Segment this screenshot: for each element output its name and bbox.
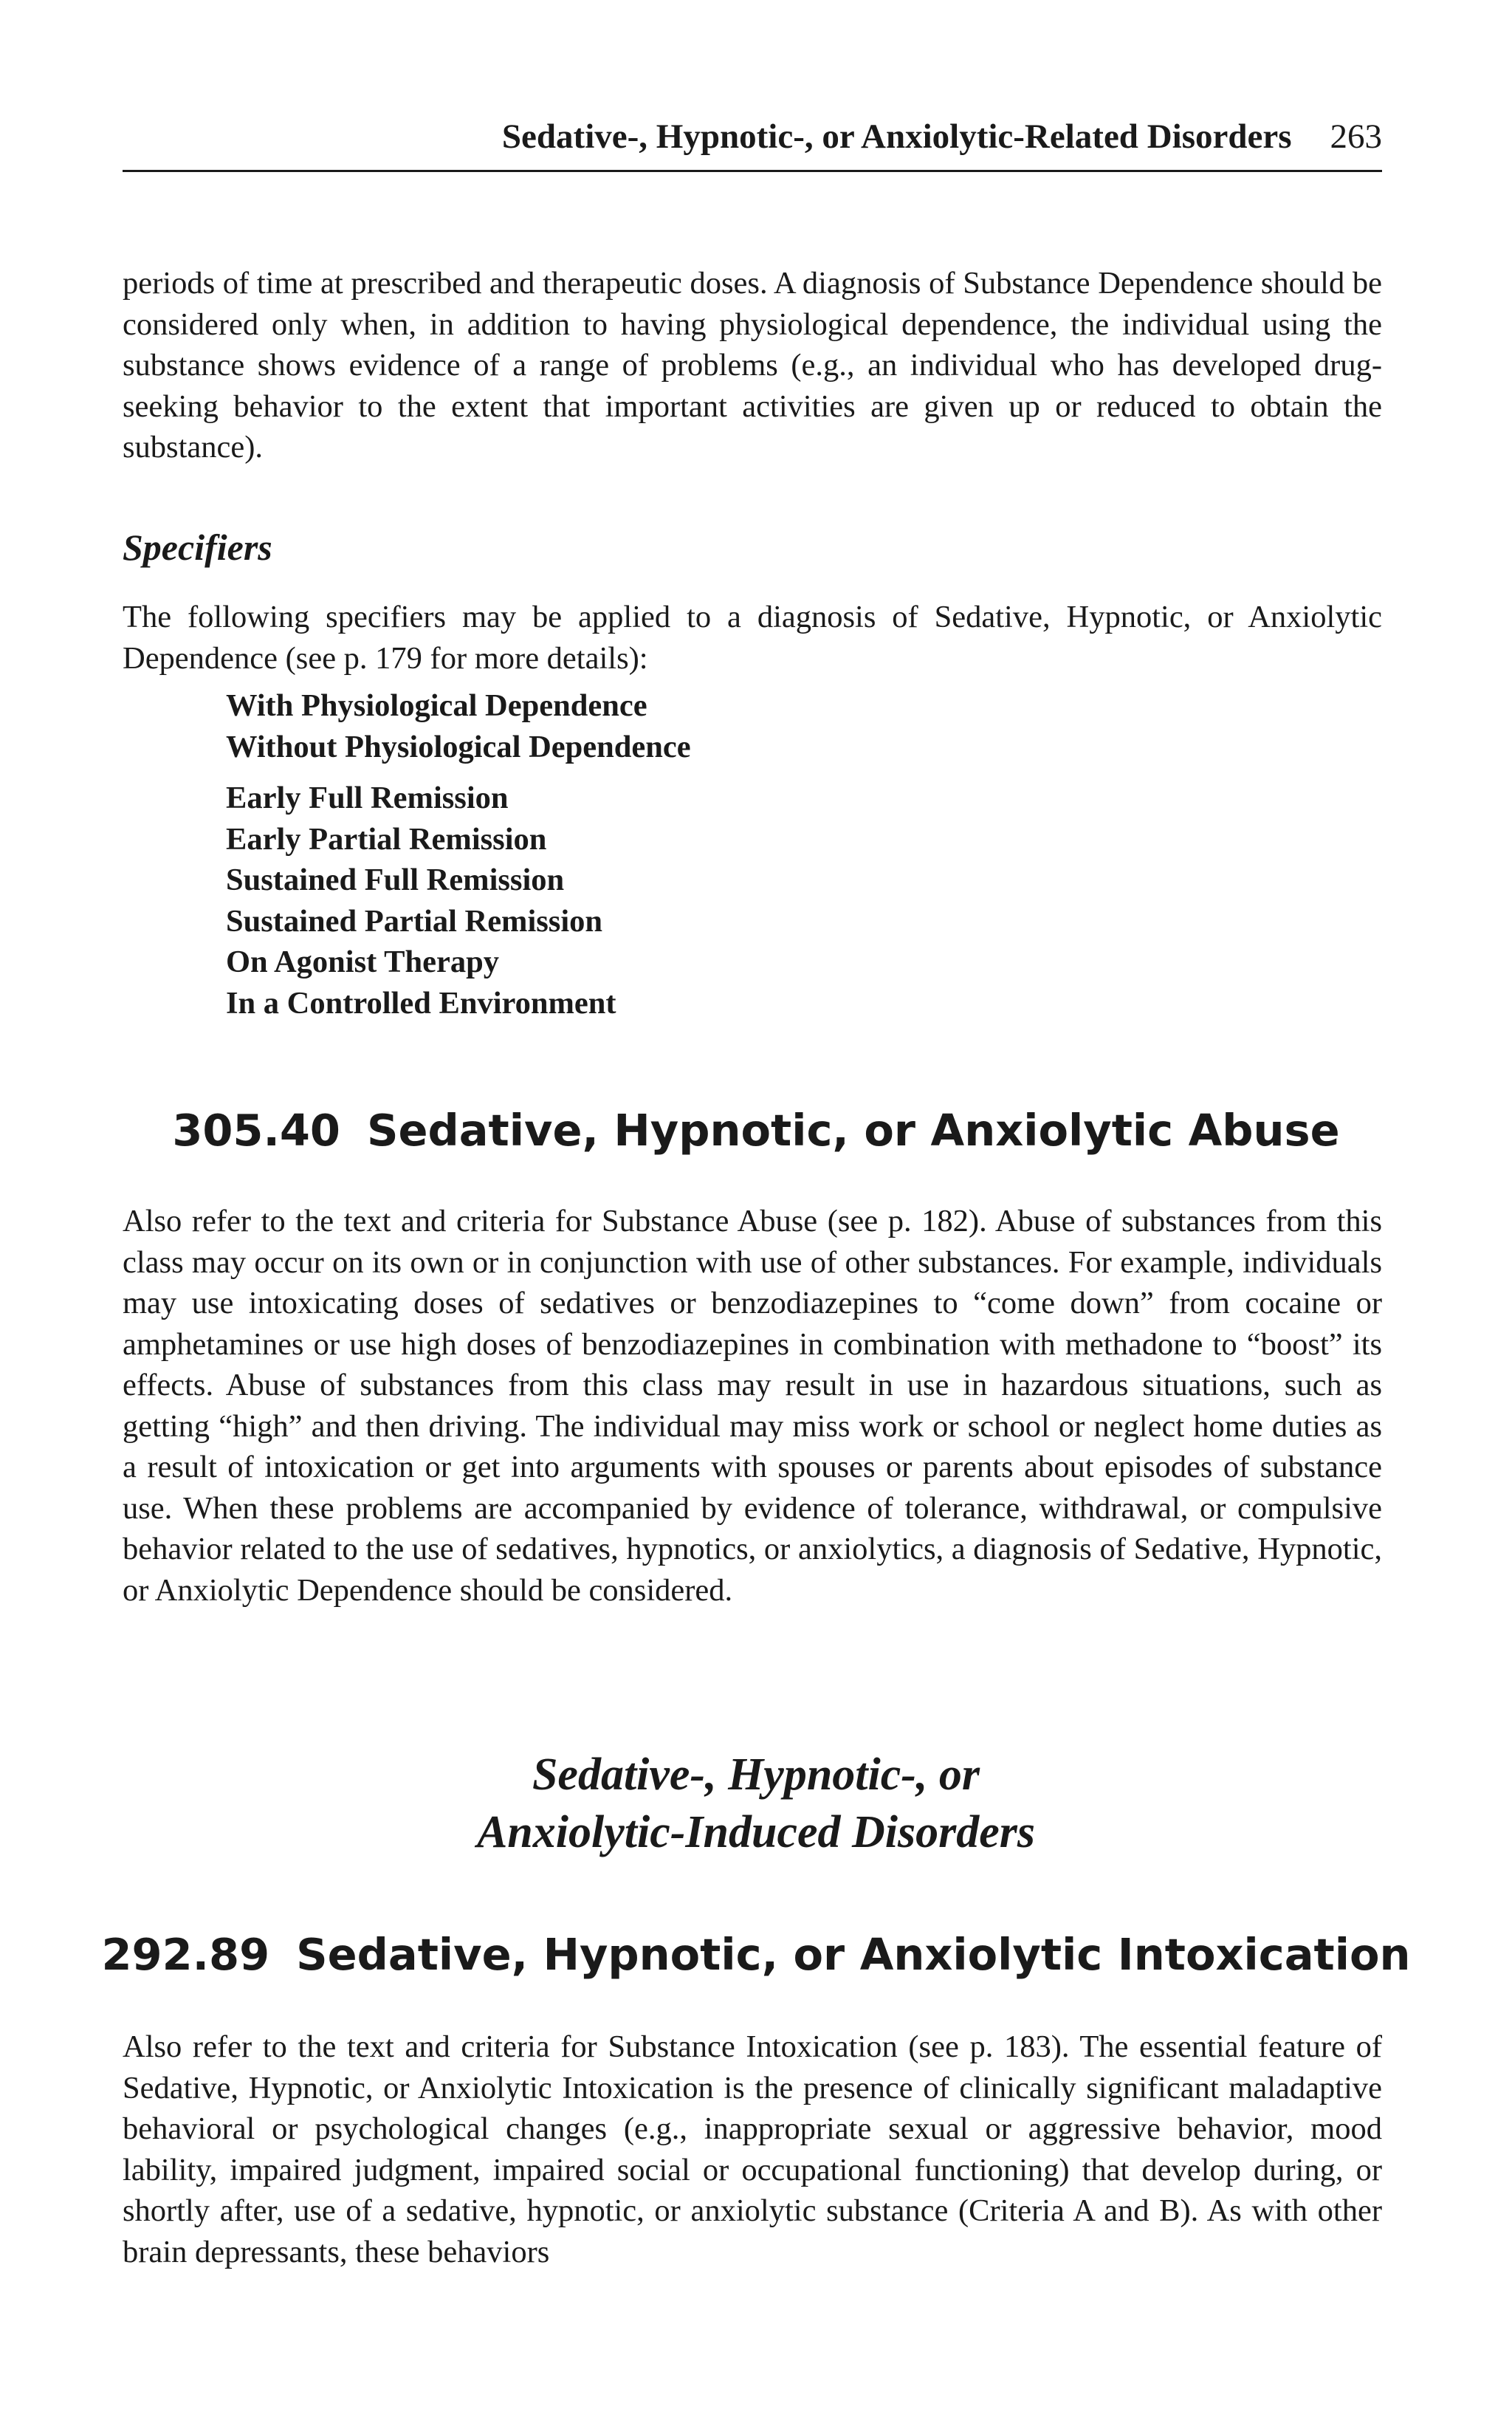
- induced-disorders-heading: [0, 1746, 1512, 1861]
- specifiers-intro: The following specifiers may be applied to a diagnosis of Sedative, Hypnotic, or Anxiolytic Dependence (see p. 179 for more details):: [123, 600, 1382, 676]
- intoxication-paragraph: Also refer to the text and criteria for Substance Intoxication (see p. 183). The essential feature of Sedative, Hypnotic, or Anxiolytic Intoxication is the presence of clinically significant maladaptive behavioral or psychological changes (e.g., inappropriate sexual or aggressive behavior, mood lability, impaired judgment, impaired social or occupational functioning) that develop during, or shortly after, use of a sedative, hypnotic, or anxiolytic substance (Criteria A and B). As with other brain depressants, these behaviors: [123, 2029, 1382, 2269]
- page-number: 263: [1330, 117, 1382, 156]
- specifier-item: With Physiological Dependence: [226, 688, 647, 723]
- induced-title-line-1: Sedative-, Hypnotic-, or: [532, 1750, 980, 1800]
- abuse-title: Sedative, Hypnotic, or Anxiolytic Abuse: [367, 1105, 1340, 1156]
- intro-paragraph: periods of time at prescribed and therapeutic doses. A diagnosis of Substance Dependence should be considered only when, in addition to having physiological dependence, the individual using the substance shows evidence of a range of problems (e.g., an individual who has developed drug-seeking behavior to the extent that important activities are given up or reduced to obtain the substance).: [123, 266, 1382, 465]
- specifiers-heading: Specifiers: [123, 527, 272, 568]
- intoxication-title: Sedative, Hypnotic, or Anxiolytic Intoxication: [296, 1929, 1411, 1980]
- abuse-heading: [0, 1105, 1512, 1156]
- specifier-item: On Agonist Therapy: [226, 945, 500, 979]
- specifier-item: Sustained Full Remission: [226, 863, 565, 897]
- specifier-item: In a Controlled Environment: [226, 985, 616, 1021]
- specifier-item: Sustained Partial Remission: [226, 903, 603, 939]
- running-title: Sedative-, Hypnotic-, or Anxiolytic-Related Disorders: [501, 117, 1292, 156]
- intoxication-code: 292.89: [101, 1929, 270, 1980]
- specifier-item: Early Full Remission: [226, 781, 509, 815]
- abuse-code: 305.40: [172, 1105, 340, 1156]
- intoxication-heading: [0, 1929, 1512, 1980]
- list-spacer: [226, 767, 691, 778]
- induced-title-line-2: Anxiolytic-Induced Disorders: [476, 1807, 1036, 1857]
- abuse-paragraph: Also refer to the text and criteria for Substance Abuse (see p. 182). Abuse of substances from this class may occur on its own or in conjunction with use of other substances. For example, individuals may use intoxicating doses of sedatives or benzodiazepines to “come down” from cocaine or amphetamines or use high doses of benzodiazepines in combination with methadone to “boost” its effects. Abuse of substances from this class may result in use in hazardous situations, such as getting “high” and then driving. The individual may miss work or school or neglect home duties as a result of intoxication or get into arguments with spouses or parents about episodes of substance use. When these problems are accompanied by evidence of tolerance, withdrawal, or compulsive behavior related to the use of sedatives, hypnotics, or anxiolytics, a diagnosis of Sedative, Hypnotic, or Anxiolytic Dependence should be considered.: [123, 1204, 1382, 1608]
- running-title-line: [502, 117, 1382, 157]
- running-header: [123, 111, 1382, 172]
- specifier-item: Early Partial Remission: [226, 821, 547, 857]
- specifier-list: [226, 685, 691, 1024]
- specifier-item: Without Physiological Dependence: [226, 729, 691, 764]
